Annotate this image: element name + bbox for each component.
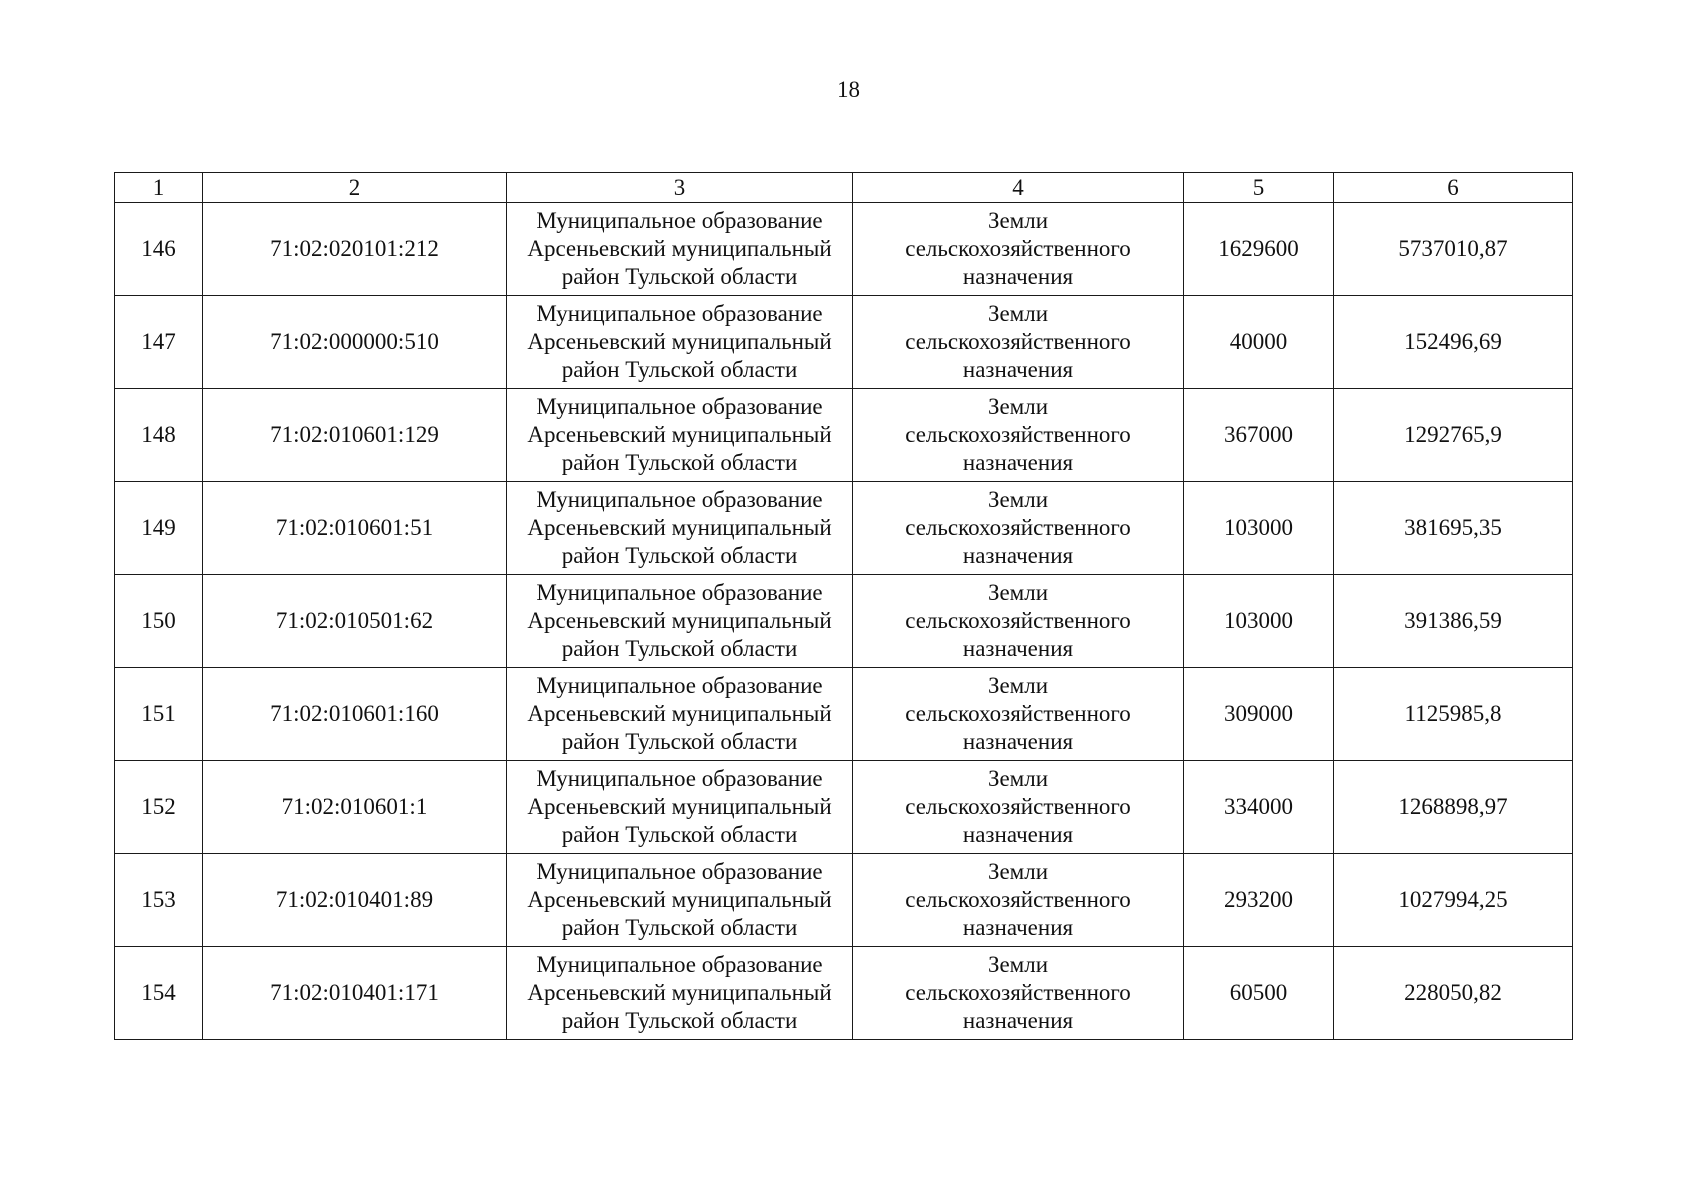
owner-cell: Муниципальное образование Арсеньевский муниципальный район Тульской области: [507, 575, 853, 668]
owner-cell: Муниципальное образование Арсеньевский муниципальный район Тульской области: [507, 203, 853, 296]
land-category-cell: Земли сельскохозяйственного назначения: [853, 482, 1184, 575]
land-plots-table: [114, 172, 1573, 1040]
land-category-cell: Земли сельскохозяйственного назначения: [853, 761, 1184, 854]
row-number-cell: 152: [115, 761, 203, 854]
owner-cell: Муниципальное образование Арсеньевский муниципальный район Тульской области: [507, 668, 853, 761]
value-cell: 381695,35: [1334, 482, 1573, 575]
value-cell: 1027994,25: [1334, 854, 1573, 947]
cadastral-number-cell: 71:02:020101:212: [203, 203, 507, 296]
land-category-cell: Земли сельскохозяйственного назначения: [853, 575, 1184, 668]
row-number-cell: 148: [115, 389, 203, 482]
land-category-cell: Земли сельскохозяйственного назначения: [853, 389, 1184, 482]
column-header-3: 3: [507, 173, 853, 203]
land-category-cell: Земли сельскохозяйственного назначения: [853, 947, 1184, 1040]
row-number-cell: 149: [115, 482, 203, 575]
column-header-5: 5: [1184, 173, 1334, 203]
row-number-cell: 154: [115, 947, 203, 1040]
area-cell: 1629600: [1184, 203, 1334, 296]
area-cell: 103000: [1184, 575, 1334, 668]
cadastral-number-cell: 71:02:010601:1: [203, 761, 507, 854]
page-number: 18: [837, 77, 860, 102]
column-header-4: 4: [853, 173, 1184, 203]
owner-cell: Муниципальное образование Арсеньевский муниципальный район Тульской области: [507, 761, 853, 854]
cadastral-number-cell: 71:02:010401:171: [203, 947, 507, 1040]
row-number-cell: 147: [115, 296, 203, 389]
cadastral-number-cell: 71:02:010601:129: [203, 389, 507, 482]
value-cell: 152496,69: [1334, 296, 1573, 389]
cadastral-number-cell: 71:02:010401:89: [203, 854, 507, 947]
column-header-6: 6: [1334, 173, 1573, 203]
area-cell: 293200: [1184, 854, 1334, 947]
table-row: [115, 947, 1573, 1040]
cadastral-number-cell: 71:02:010601:51: [203, 482, 507, 575]
owner-cell: Муниципальное образование Арсеньевский муниципальный район Тульской области: [507, 296, 853, 389]
owner-cell: Муниципальное образование Арсеньевский муниципальный район Тульской области: [507, 854, 853, 947]
area-cell: 40000: [1184, 296, 1334, 389]
owner-cell: Муниципальное образование Арсеньевский муниципальный район Тульской области: [507, 482, 853, 575]
table-row: [115, 668, 1573, 761]
area-cell: 334000: [1184, 761, 1334, 854]
owner-cell: Муниципальное образование Арсеньевский муниципальный район Тульской области: [507, 947, 853, 1040]
cadastral-number-cell: 71:02:010601:160: [203, 668, 507, 761]
area-cell: 367000: [1184, 389, 1334, 482]
cadastral-number-cell: 71:02:000000:510: [203, 296, 507, 389]
row-number-cell: 153: [115, 854, 203, 947]
value-cell: 1292765,9: [1334, 389, 1573, 482]
table-row: [115, 389, 1573, 482]
row-number-cell: 150: [115, 575, 203, 668]
value-cell: 5737010,87: [1334, 203, 1573, 296]
table-header-row: [115, 173, 1573, 203]
table-row: [115, 296, 1573, 389]
land-category-cell: Земли сельскохозяйственного назначения: [853, 854, 1184, 947]
value-cell: 228050,82: [1334, 947, 1573, 1040]
table-row: [115, 482, 1573, 575]
cadastral-number-cell: 71:02:010501:62: [203, 575, 507, 668]
table-row: [115, 761, 1573, 854]
value-cell: 391386,59: [1334, 575, 1573, 668]
value-cell: 1125985,8: [1334, 668, 1573, 761]
owner-cell: Муниципальное образование Арсеньевский муниципальный район Тульской области: [507, 389, 853, 482]
row-number-cell: 151: [115, 668, 203, 761]
area-cell: 309000: [1184, 668, 1334, 761]
row-number-cell: 146: [115, 203, 203, 296]
column-header-1: 1: [115, 173, 203, 203]
land-category-cell: Земли сельскохозяйственного назначения: [853, 296, 1184, 389]
column-header-2: 2: [203, 173, 507, 203]
land-category-cell: Земли сельскохозяйственного назначения: [853, 668, 1184, 761]
table-row: [115, 575, 1573, 668]
table-row: [115, 203, 1573, 296]
value-cell: 1268898,97: [1334, 761, 1573, 854]
land-category-cell: Земли сельскохозяйственного назначения: [853, 203, 1184, 296]
area-cell: 103000: [1184, 482, 1334, 575]
table-row: [115, 854, 1573, 947]
area-cell: 60500: [1184, 947, 1334, 1040]
